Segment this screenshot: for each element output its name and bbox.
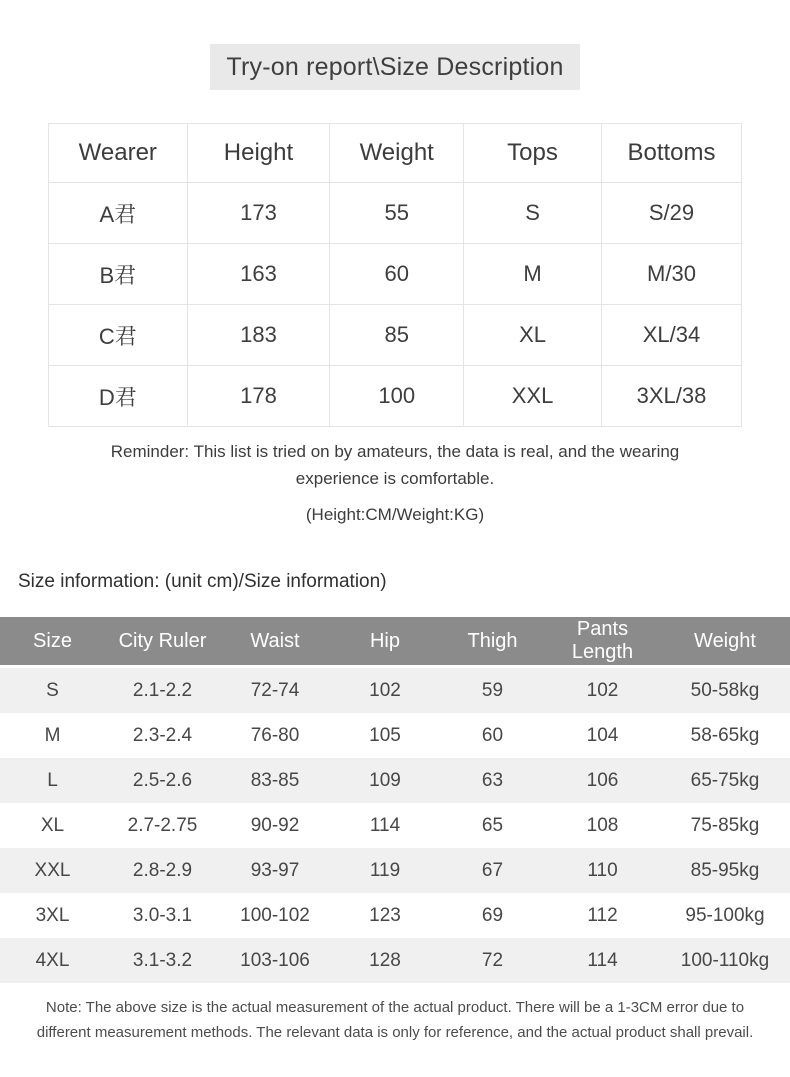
table-cell: 75-85kg — [690, 814, 760, 836]
table-cell: 50-58kg — [690, 679, 760, 701]
table-cell: 173 — [187, 183, 330, 244]
table-cell: XL/34 — [601, 305, 741, 366]
table-cell: B君 — [49, 244, 188, 305]
table-cell: 2.5-2.6 — [132, 769, 193, 791]
table-cell: 163 — [187, 244, 330, 305]
table-cell: 102 — [586, 679, 619, 701]
table-cell: 3.0-3.1 — [132, 904, 193, 926]
table-cell: 110 — [587, 859, 618, 881]
table-cell: 72 — [481, 949, 504, 971]
table-cell: M — [44, 724, 61, 746]
table-cell: 4XL — [35, 949, 70, 971]
table-row — [0, 713, 790, 758]
column-header: Weight — [330, 124, 464, 183]
size-information-table — [0, 617, 790, 983]
reminder-line-1: Reminder: This list is tried on by amateurs, the data is real, and the wearing — [110, 442, 680, 461]
column-header: Pants Length — [545, 617, 660, 667]
table-cell: 105 — [369, 724, 401, 746]
reminder-text — [35, 438, 755, 492]
page-title: Try-on report\Size Description — [210, 44, 579, 90]
table-cell: 3XL/38 — [601, 366, 741, 427]
table-cell: 183 — [187, 305, 330, 366]
table-cell: C君 — [49, 305, 188, 366]
table-cell: 114 — [369, 814, 401, 836]
table-cell: S/29 — [601, 183, 741, 244]
column-header: Size — [0, 617, 105, 667]
table-cell: 114 — [587, 949, 618, 971]
table-row — [0, 893, 790, 938]
table-cell: 2.7-2.75 — [127, 814, 198, 836]
table-cell: 112 — [587, 904, 618, 926]
table-cell: 60 — [481, 724, 504, 746]
column-header: Tops — [464, 124, 602, 183]
table-row — [0, 667, 790, 714]
column-header: Waist — [220, 617, 330, 667]
table-row — [49, 366, 742, 427]
table-row — [0, 848, 790, 893]
units-note: (Height:CM/Weight:KG) — [305, 505, 485, 524]
table-cell: 104 — [586, 724, 619, 746]
table-cell: 2.3-2.4 — [132, 724, 193, 746]
table-cell: 2.1-2.2 — [132, 679, 193, 701]
table-row — [49, 305, 742, 366]
column-header: Weight — [660, 617, 790, 667]
table-cell: 67 — [481, 859, 504, 881]
title-bar — [0, 0, 790, 90]
tryon-report-table — [48, 123, 742, 427]
table-cell: XXL — [464, 366, 602, 427]
table-cell: 2.8-2.9 — [132, 859, 193, 881]
table-cell: XXL — [34, 859, 71, 881]
column-header: Bottoms — [601, 124, 741, 183]
table-cell: L — [47, 769, 58, 791]
size-table-header — [0, 617, 790, 667]
size-table-body — [0, 667, 790, 984]
table-cell: 100 — [330, 366, 464, 427]
column-header: Height — [187, 124, 330, 183]
table-cell: 128 — [369, 949, 401, 971]
table-cell: 102 — [369, 679, 401, 701]
table-cell: 100-110kg — [680, 949, 770, 971]
bottom-note — [15, 995, 775, 1045]
tryon-table-body — [49, 183, 742, 427]
column-header: Wearer — [49, 124, 188, 183]
table-cell: M — [464, 244, 602, 305]
table-cell: 100-102 — [240, 904, 310, 926]
table-cell: XL — [464, 305, 602, 366]
table-cell: 3XL — [35, 904, 70, 926]
table-cell: 69 — [481, 904, 504, 926]
note-line-1: Note: The above size is the actual measurement of the actual product. There will be a 1-3CM error due to — [45, 999, 745, 1016]
table-cell: 123 — [369, 904, 401, 926]
table-cell: 65-75kg — [690, 769, 760, 791]
table-cell: 178 — [187, 366, 330, 427]
table-row — [0, 758, 790, 803]
column-header: Thigh — [440, 617, 545, 667]
table-cell: D君 — [49, 366, 188, 427]
table-cell: 119 — [369, 859, 401, 881]
table-cell: 60 — [330, 244, 464, 305]
table-cell: XL — [40, 814, 65, 836]
reminder-line-2: experience is comfortable. — [295, 469, 495, 488]
size-information-heading: Size information: (unit cm)/Size information) — [18, 571, 387, 592]
table-row — [0, 938, 790, 983]
table-cell: M/30 — [601, 244, 741, 305]
column-header: City Ruler — [105, 617, 220, 667]
table-cell: 3.1-3.2 — [132, 949, 193, 971]
table-cell: 63 — [481, 769, 504, 791]
table-cell: S — [46, 679, 59, 701]
table-cell: 58-65kg — [690, 724, 760, 746]
table-cell: 72-74 — [250, 679, 300, 701]
table-cell: 85 — [330, 305, 464, 366]
table-cell: A君 — [49, 183, 188, 244]
table-cell: 55 — [330, 183, 464, 244]
table-row — [49, 244, 742, 305]
note-line-2: different measurement methods. The relevant data is only for reference, and the actual product shall prevail. — [36, 1024, 754, 1041]
table-cell: 93-97 — [250, 859, 300, 881]
table-cell: 106 — [586, 769, 619, 791]
header-row — [49, 124, 742, 183]
tryon-table-header — [49, 124, 742, 183]
table-cell: S — [464, 183, 602, 244]
column-header: Hip — [330, 617, 440, 667]
header-row — [0, 617, 790, 667]
table-cell: 83-85 — [250, 769, 300, 791]
table-cell: 103-106 — [240, 949, 310, 971]
table-cell: 108 — [586, 814, 619, 836]
table-cell: 76-80 — [250, 724, 300, 746]
table-row — [0, 803, 790, 848]
table-cell: 85-95kg — [690, 859, 760, 881]
table-cell: 109 — [369, 769, 401, 791]
table-cell: 59 — [481, 679, 504, 701]
table-row — [49, 183, 742, 244]
table-cell: 95-100kg — [685, 904, 765, 926]
table-cell: 90-92 — [250, 814, 300, 836]
table-cell: 65 — [481, 814, 504, 836]
